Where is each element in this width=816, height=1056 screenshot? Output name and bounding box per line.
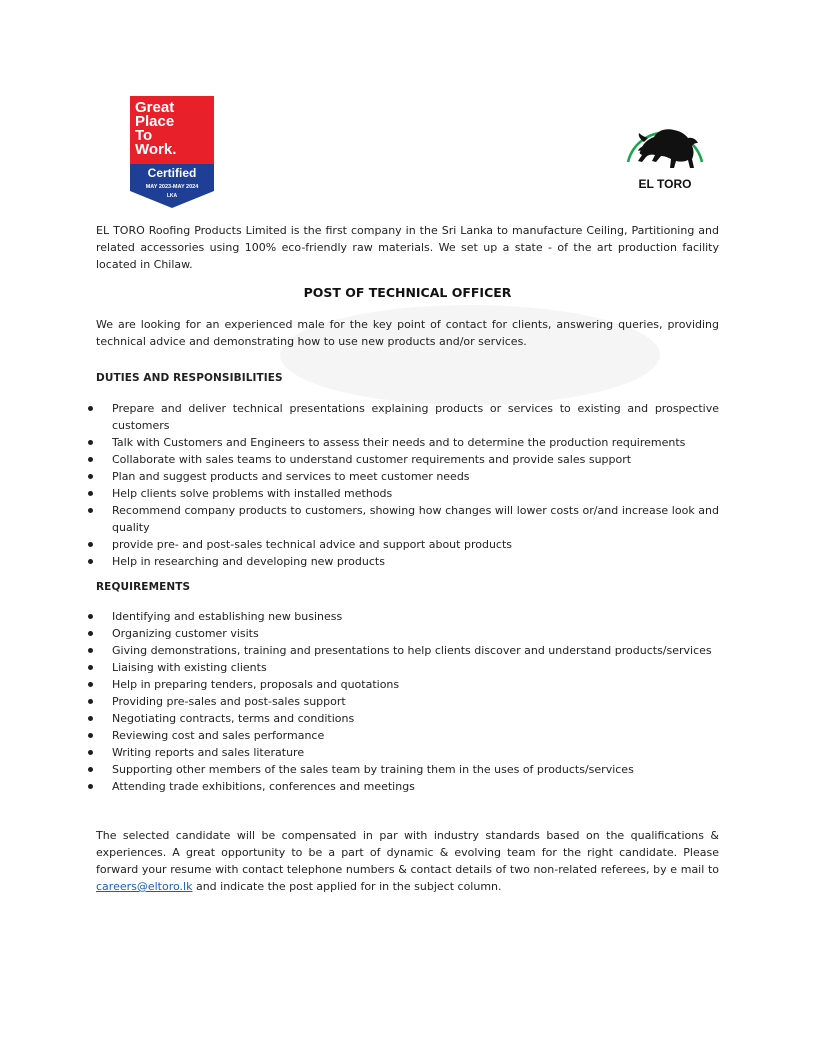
eltoro-logo: [622, 106, 708, 194]
bullet-icon: [88, 665, 93, 670]
bullet-icon: [88, 648, 93, 653]
bullet-icon: [88, 750, 93, 755]
role-summary: We are looking for an experienced male for the key point of contact for clients, answering queries, providing technical advice and demonstrating how to use new products and/or services.: [96, 318, 719, 348]
bullet-icon: [88, 784, 93, 789]
duties-list: [84, 400, 719, 570]
list-item: Providing pre-sales and post-sales support: [84, 693, 719, 710]
badge-line4: Work.: [135, 141, 177, 158]
bullet-icon: [88, 733, 93, 738]
list-item: Identifying and establishing new business: [84, 608, 719, 625]
list-item: Supporting other members of the sales team by training them in the uses of products/services: [84, 761, 719, 778]
list-item: Help in researching and developing new products: [84, 553, 719, 570]
bullet-icon: [88, 440, 93, 445]
list-item: Recommend company products to customers, showing how changes will lower costs or/and increase look and quality: [84, 502, 719, 536]
bullet-icon: [88, 682, 93, 687]
list-item: Collaborate with sales teams to understand customer requirements and provide sales support: [84, 451, 719, 468]
logo-text: EL TORO: [638, 177, 692, 191]
badge-line2: Place: [135, 113, 175, 130]
bullet-icon: [88, 767, 93, 772]
list-item: Help in preparing tenders, proposals and quotations: [84, 676, 719, 693]
company-intro: EL TORO Roofing Products Limited is the first company in the Sri Lanka to manufacture Ceiling, Partitioning and related accessories using 100% eco-friendly raw materials. We set up a state - of the art production facility located in Chilaw.: [96, 224, 719, 271]
great-place-to-work-badge: [130, 96, 214, 212]
duties-heading: DUTIES AND RESPONSIBILITIES: [96, 372, 283, 384]
list-item: Reviewing cost and sales performance: [84, 727, 719, 744]
badge-country: LKA: [166, 193, 178, 199]
bullet-icon: [88, 699, 93, 704]
list-item: provide pre- and post-sales technical advice and support about products: [84, 536, 719, 553]
job-title: POST OF TECHNICAL OFFICER: [303, 285, 512, 300]
careers-email-link[interactable]: careers@eltoro.lk: [96, 880, 193, 893]
bullet-icon: [88, 542, 93, 547]
closing-paragraph: [96, 827, 719, 895]
badge-line3: To: [135, 127, 153, 144]
requirements-list: [84, 608, 719, 795]
bullet-icon: [88, 508, 93, 513]
bullet-icon: [88, 559, 93, 564]
bullet-icon: [88, 406, 93, 411]
badge-certified: Certified: [147, 166, 197, 180]
list-item: Attending trade exhibitions, conferences and meetings: [84, 778, 719, 795]
bull-icon: [638, 129, 698, 168]
bullet-icon: [88, 716, 93, 721]
badge-dates: MAY 2023-MAY 2024: [145, 184, 199, 190]
badge-line1: Great: [135, 99, 175, 116]
list-item: Talk with Customers and Engineers to assess their needs and to determine the production requirements: [84, 434, 719, 451]
list-item: Help clients solve problems with installed methods: [84, 485, 719, 502]
bullet-icon: [88, 457, 93, 462]
requirements-heading: REQUIREMENTS: [96, 581, 191, 593]
list-item: Prepare and deliver technical presentations explaining products or services to existing and prospective customers: [84, 400, 719, 434]
list-item: Organizing customer visits: [84, 625, 719, 642]
list-item: Negotiating contracts, terms and conditions: [84, 710, 719, 727]
bullet-icon: [88, 631, 93, 636]
list-item: Plan and suggest products and services to meet customer needs: [84, 468, 719, 485]
closing-text: The selected candidate will be compensated in par with industry standards based on the qualifications & experiences. A great opportunity to be a part of dynamic & evolving team for the right candidate. Please forward your resume with contact telephone numbers & contact details of two non-related referees, by e mail to: [96, 829, 719, 876]
closing-text-end: and indicate the post applied for in the subject column.: [192, 880, 502, 893]
list-item: Writing reports and sales literature: [84, 744, 719, 761]
bullet-icon: [88, 491, 93, 496]
bullet-icon: [88, 474, 93, 479]
list-item: Liaising with existing clients: [84, 659, 719, 676]
bullet-icon: [88, 614, 93, 619]
list-item: Giving demonstrations, training and presentations to help clients discover and understand products/services: [84, 642, 719, 659]
